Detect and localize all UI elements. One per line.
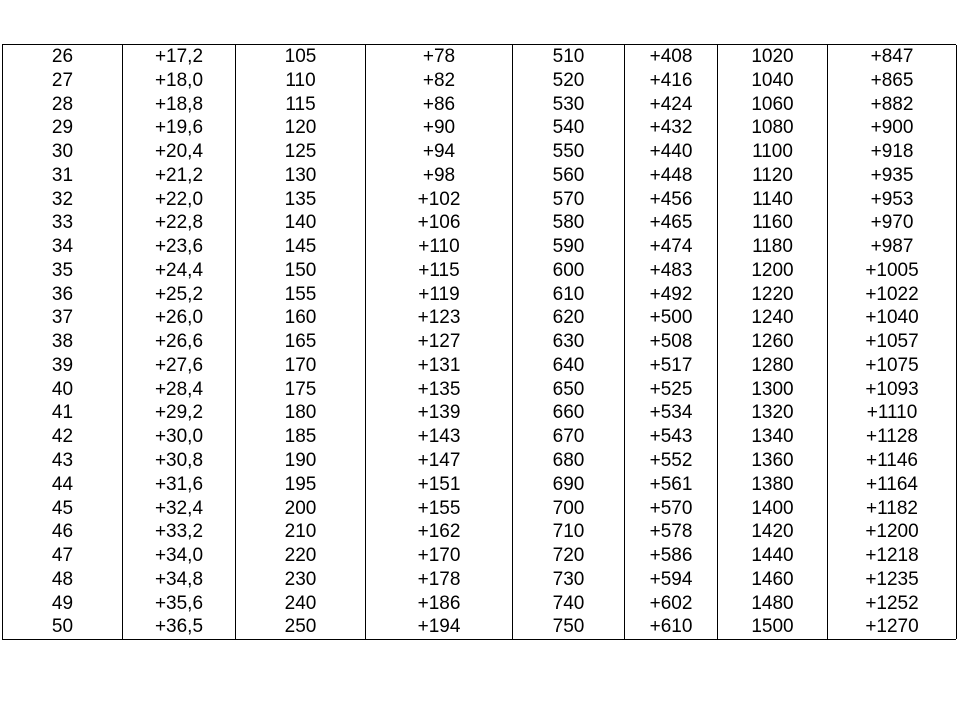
table-cell-value-4: 1100 [718,140,828,164]
table-cell-correction-3: +578 [625,520,718,544]
table-cell-value-2: 180 [236,401,366,425]
table-cell-value-1: 35 [3,259,123,283]
table-cell-correction-4: +953 [828,188,957,212]
table-cell-value-4: 1480 [718,592,828,616]
table-cell-correction-1: +27,6 [123,354,236,378]
table-cell-correction-2: +86 [366,93,513,117]
table-cell-value-3: 550 [513,140,625,164]
table-cell-correction-2: +194 [366,615,513,639]
table-cell-correction-1: +30,0 [123,425,236,449]
table-cell-value-3: 520 [513,69,625,93]
table-cell-correction-3: +594 [625,568,718,592]
table-row [3,378,957,402]
table-cell-correction-4: +918 [828,140,957,164]
table-cell-correction-3: +456 [625,188,718,212]
table-cell-correction-1: +31,6 [123,473,236,497]
table-row [3,306,957,330]
table-cell-value-4: 1040 [718,69,828,93]
table-cell-value-3: 570 [513,188,625,212]
table-cell-correction-4: +935 [828,164,957,188]
table-cell-value-1: 39 [3,354,123,378]
table-cell-correction-2: +123 [366,306,513,330]
table-cell-correction-4: +847 [828,45,957,69]
table-cell-correction-3: +465 [625,211,718,235]
table-cell-value-1: 32 [3,188,123,212]
table-cell-correction-1: +25,2 [123,283,236,307]
table-cell-value-3: 580 [513,211,625,235]
table-cell-correction-1: +35,6 [123,592,236,616]
table-cell-value-4: 1460 [718,568,828,592]
table-cell-value-1: 37 [3,306,123,330]
table-cell-correction-3: +610 [625,615,718,639]
table-cell-correction-1: +18,0 [123,69,236,93]
table-cell-correction-4: +865 [828,69,957,93]
table-cell-value-2: 165 [236,330,366,354]
table-cell-value-3: 630 [513,330,625,354]
table-cell-correction-1: +21,2 [123,164,236,188]
table-cell-value-1: 31 [3,164,123,188]
table-cell-correction-3: +552 [625,449,718,473]
table-cell-value-2: 130 [236,164,366,188]
table-cell-correction-1: +22,8 [123,211,236,235]
table-cell-value-2: 230 [236,568,366,592]
table-cell-value-2: 115 [236,93,366,117]
table-cell-correction-1: +32,4 [123,497,236,521]
table-cell-correction-1: +18,8 [123,93,236,117]
table-cell-correction-2: +119 [366,283,513,307]
table-cell-value-2: 110 [236,69,366,93]
table-cell-value-2: 175 [236,378,366,402]
table-cell-value-3: 730 [513,568,625,592]
table-cell-correction-1: +36,5 [123,615,236,639]
table-row [3,235,957,259]
table-cell-value-2: 220 [236,544,366,568]
table-cell-value-3: 740 [513,592,625,616]
table-cell-value-2: 105 [236,45,366,69]
table-row [3,140,957,164]
table-cell-correction-1: +30,8 [123,449,236,473]
table-cell-correction-1: +23,6 [123,235,236,259]
table-cell-value-3: 540 [513,116,625,140]
table-cell-value-4: 1200 [718,259,828,283]
table-cell-correction-4: +1218 [828,544,957,568]
table-cell-correction-3: +483 [625,259,718,283]
table-cell-value-2: 150 [236,259,366,283]
table-cell-value-2: 185 [236,425,366,449]
table-cell-value-3: 610 [513,283,625,307]
table-cell-correction-2: +94 [366,140,513,164]
table-row [3,188,957,212]
table-cell-value-2: 210 [236,520,366,544]
table-cell-correction-3: +492 [625,283,718,307]
table-cell-correction-2: +151 [366,473,513,497]
table-cell-correction-1: +17,2 [123,45,236,69]
conversion-table-container [2,44,956,640]
table-cell-value-2: 250 [236,615,366,639]
table-row [3,544,957,568]
table-cell-value-1: 49 [3,592,123,616]
table-cell-correction-2: +162 [366,520,513,544]
table-cell-correction-2: +155 [366,497,513,521]
table-cell-correction-1: +33,2 [123,520,236,544]
table-cell-correction-3: +534 [625,401,718,425]
table-cell-correction-2: +102 [366,188,513,212]
table-cell-correction-4: +1093 [828,378,957,402]
table-cell-value-3: 720 [513,544,625,568]
table-cell-value-4: 1360 [718,449,828,473]
table-cell-correction-2: +135 [366,378,513,402]
table-cell-value-2: 125 [236,140,366,164]
table-cell-correction-4: +987 [828,235,957,259]
table-cell-correction-3: +424 [625,93,718,117]
table-cell-value-3: 660 [513,401,625,425]
table-cell-value-1: 40 [3,378,123,402]
table-cell-value-4: 1320 [718,401,828,425]
table-cell-correction-2: +147 [366,449,513,473]
table-cell-value-3: 650 [513,378,625,402]
table-cell-value-1: 27 [3,69,123,93]
table-cell-correction-2: +127 [366,330,513,354]
table-cell-correction-4: +1146 [828,449,957,473]
table-cell-value-4: 1020 [718,45,828,69]
table-row [3,69,957,93]
table-cell-correction-1: +26,6 [123,330,236,354]
table-cell-value-3: 560 [513,164,625,188]
table-cell-correction-3: +432 [625,116,718,140]
table-cell-value-4: 1440 [718,544,828,568]
table-cell-correction-4: +1252 [828,592,957,616]
table-row [3,93,957,117]
table-cell-correction-4: +1164 [828,473,957,497]
table-cell-value-2: 135 [236,188,366,212]
table-cell-value-1: 45 [3,497,123,521]
table-cell-value-2: 140 [236,211,366,235]
table-cell-value-2: 170 [236,354,366,378]
table-cell-value-3: 750 [513,615,625,639]
table-cell-correction-2: +110 [366,235,513,259]
table-cell-correction-2: +106 [366,211,513,235]
table-cell-value-3: 640 [513,354,625,378]
table-cell-correction-3: +561 [625,473,718,497]
table-cell-value-4: 1140 [718,188,828,212]
table-cell-value-1: 36 [3,283,123,307]
table-cell-correction-2: +178 [366,568,513,592]
table-cell-correction-2: +186 [366,592,513,616]
table-row [3,330,957,354]
table-cell-value-1: 46 [3,520,123,544]
table-cell-correction-3: +543 [625,425,718,449]
table-cell-correction-4: +1005 [828,259,957,283]
table-cell-correction-1: +34,0 [123,544,236,568]
table-cell-correction-1: +19,6 [123,116,236,140]
table-cell-correction-1: +34,8 [123,568,236,592]
table-cell-correction-3: +500 [625,306,718,330]
table-cell-correction-4: +1128 [828,425,957,449]
table-cell-correction-3: +474 [625,235,718,259]
table-cell-value-3: 620 [513,306,625,330]
table-cell-correction-3: +448 [625,164,718,188]
table-cell-correction-3: +508 [625,330,718,354]
table-cell-correction-4: +1040 [828,306,957,330]
table-cell-value-4: 1180 [718,235,828,259]
table-cell-correction-4: +882 [828,93,957,117]
table-row [3,497,957,521]
table-cell-value-1: 33 [3,211,123,235]
table-cell-value-1: 43 [3,449,123,473]
table-cell-correction-2: +78 [366,45,513,69]
table-row [3,401,957,425]
table-cell-correction-2: +115 [366,259,513,283]
table-cell-correction-3: +408 [625,45,718,69]
table-cell-correction-3: +602 [625,592,718,616]
table-cell-value-1: 50 [3,615,123,639]
table-row [3,615,957,639]
table-cell-value-4: 1080 [718,116,828,140]
table-cell-correction-2: +131 [366,354,513,378]
table-cell-value-3: 600 [513,259,625,283]
table-cell-value-4: 1300 [718,378,828,402]
table-cell-correction-4: +900 [828,116,957,140]
table-row [3,449,957,473]
table-cell-value-1: 44 [3,473,123,497]
table-row [3,45,957,69]
table-cell-value-1: 29 [3,116,123,140]
table-row [3,283,957,307]
conversion-table [2,45,957,639]
table-cell-value-3: 680 [513,449,625,473]
table-body [3,45,957,639]
table-cell-value-4: 1400 [718,497,828,521]
table-cell-value-3: 700 [513,497,625,521]
table-row [3,259,957,283]
table-cell-value-4: 1420 [718,520,828,544]
table-cell-correction-1: +28,4 [123,378,236,402]
table-cell-value-1: 41 [3,401,123,425]
table-cell-value-2: 240 [236,592,366,616]
table-cell-value-4: 1160 [718,211,828,235]
table-cell-value-1: 47 [3,544,123,568]
table-cell-correction-2: +139 [366,401,513,425]
table-cell-value-4: 1060 [718,93,828,117]
table-cell-value-1: 26 [3,45,123,69]
table-cell-correction-1: +22,0 [123,188,236,212]
table-cell-correction-4: +970 [828,211,957,235]
table-row [3,473,957,497]
table-cell-value-1: 30 [3,140,123,164]
table-row [3,354,957,378]
table-row [3,211,957,235]
table-cell-correction-1: +29,2 [123,401,236,425]
table-cell-value-4: 1220 [718,283,828,307]
table-cell-value-4: 1380 [718,473,828,497]
table-cell-correction-4: +1057 [828,330,957,354]
table-cell-correction-2: +143 [366,425,513,449]
table-cell-value-3: 670 [513,425,625,449]
table-cell-value-2: 200 [236,497,366,521]
table-cell-value-3: 710 [513,520,625,544]
table-cell-correction-2: +90 [366,116,513,140]
table-cell-correction-3: +570 [625,497,718,521]
table-cell-correction-3: +416 [625,69,718,93]
table-row [3,520,957,544]
table-cell-value-3: 690 [513,473,625,497]
table-cell-value-2: 190 [236,449,366,473]
table-cell-value-4: 1260 [718,330,828,354]
table-cell-correction-3: +586 [625,544,718,568]
table-cell-value-1: 38 [3,330,123,354]
table-row [3,164,957,188]
table-cell-value-4: 1240 [718,306,828,330]
table-cell-correction-4: +1182 [828,497,957,521]
table-cell-value-4: 1500 [718,615,828,639]
table-row [3,568,957,592]
table-cell-value-4: 1280 [718,354,828,378]
table-cell-correction-2: +170 [366,544,513,568]
table-cell-correction-4: +1022 [828,283,957,307]
table-cell-value-4: 1340 [718,425,828,449]
table-cell-value-2: 145 [236,235,366,259]
table-cell-correction-4: +1110 [828,401,957,425]
table-cell-correction-4: +1075 [828,354,957,378]
table-cell-value-2: 160 [236,306,366,330]
table-row [3,116,957,140]
table-cell-correction-4: +1235 [828,568,957,592]
table-cell-value-4: 1120 [718,164,828,188]
table-row [3,592,957,616]
table-cell-value-1: 42 [3,425,123,449]
table-cell-correction-4: +1200 [828,520,957,544]
table-cell-correction-4: +1270 [828,615,957,639]
table-cell-value-2: 195 [236,473,366,497]
table-cell-value-2: 120 [236,116,366,140]
table-cell-value-2: 155 [236,283,366,307]
table-row [3,425,957,449]
table-cell-correction-1: +20,4 [123,140,236,164]
table-cell-value-1: 34 [3,235,123,259]
table-cell-correction-3: +440 [625,140,718,164]
table-cell-correction-3: +517 [625,354,718,378]
table-cell-correction-3: +525 [625,378,718,402]
table-cell-value-1: 28 [3,93,123,117]
table-cell-correction-1: +24,4 [123,259,236,283]
table-cell-correction-1: +26,0 [123,306,236,330]
table-cell-correction-2: +82 [366,69,513,93]
table-cell-correction-2: +98 [366,164,513,188]
table-cell-value-3: 510 [513,45,625,69]
table-cell-value-3: 590 [513,235,625,259]
table-cell-value-3: 530 [513,93,625,117]
table-cell-value-1: 48 [3,568,123,592]
